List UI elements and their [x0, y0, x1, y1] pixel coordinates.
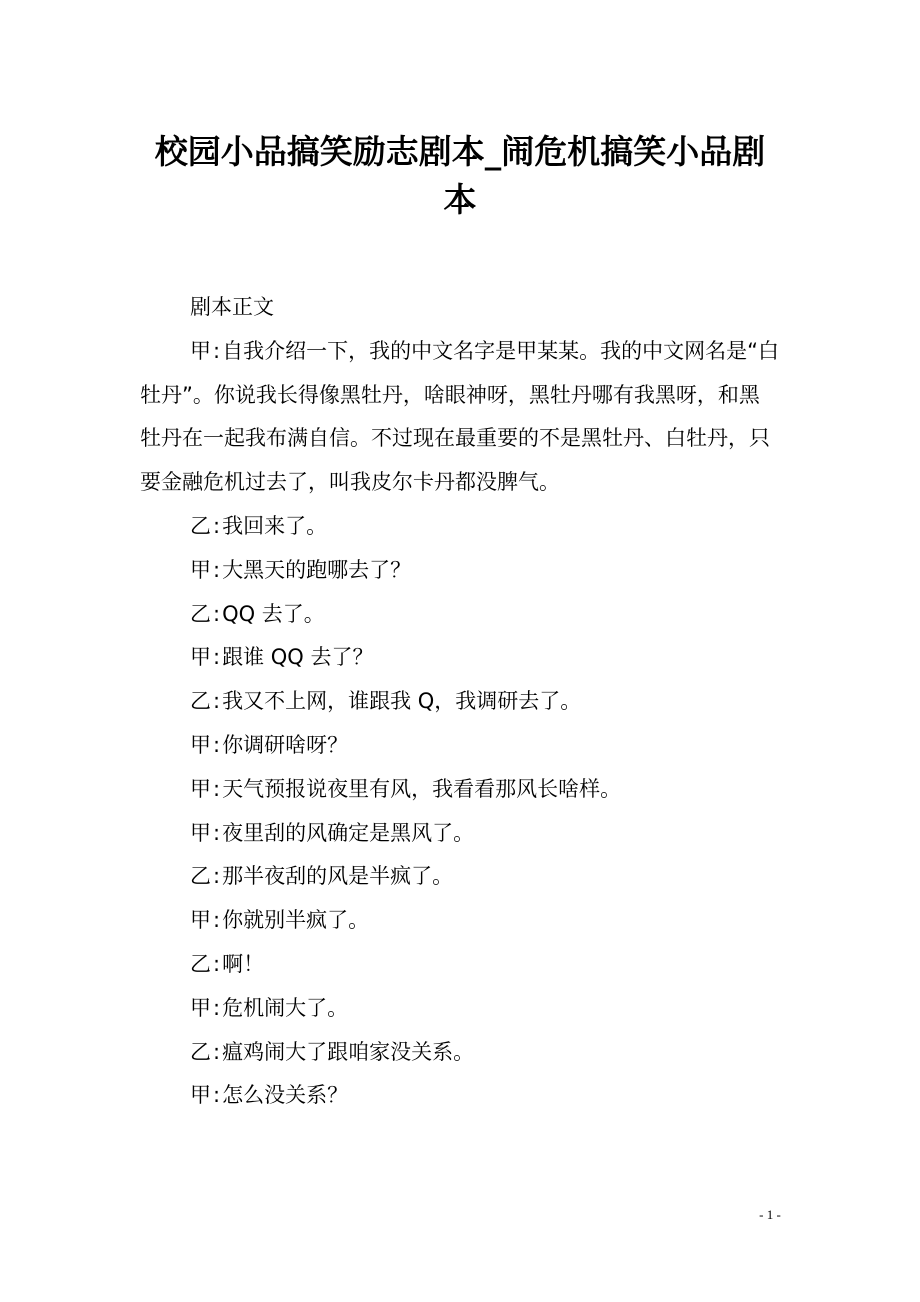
speaker-separator: :	[213, 645, 221, 670]
speaker-separator: :	[213, 601, 221, 626]
speaker-label: 乙	[190, 513, 211, 538]
speaker-separator: :	[213, 732, 221, 757]
document-title: 校园小品搞笑励志剧本_闹危机搞笑小品剧本	[154, 132, 766, 219]
dialogue-text: 我回来了。	[222, 513, 328, 538]
dialogue-line	[140, 1074, 780, 1118]
dialogue-line	[140, 812, 780, 856]
section-heading: 剧本正文	[190, 295, 274, 319]
dialogue-line	[140, 1031, 780, 1075]
speaker-separator: :	[213, 776, 221, 801]
dialogue-text: 天气预报说夜里有风，我看看那风长啥样。	[222, 776, 622, 801]
dialogue-text: 大黑天的跑哪去了？	[222, 557, 412, 582]
speaker-label: 甲	[190, 557, 211, 582]
dialogue-text: 自我介绍一下，我的中文名字是甲某某。我的中文网名是“白牡丹”。你说我长得像黑牡丹，啥眼神呀，黑牡丹哪有我黑呀，和黑牡丹在一起我布满自信。不过现在最重要的不是黑牡丹、白牡丹，只要金融危机过去了，叫我皮尔卡丹都没脾气。	[140, 338, 779, 495]
dialogue-line	[140, 768, 780, 812]
speaker-label: 乙	[190, 601, 211, 626]
speaker-label: 甲	[190, 820, 211, 845]
dialogue-text: 你就别半疯了。	[222, 908, 370, 933]
speaker-label: 甲	[190, 776, 211, 801]
speaker-label: 乙	[190, 951, 211, 976]
speaker-separator: :	[213, 1039, 221, 1064]
speaker-label: 甲	[190, 645, 211, 670]
speaker-separator: :	[213, 820, 221, 845]
dialogue-text: 夜里刮的风确定是黑风了。	[222, 820, 475, 845]
dialogue-text: QQ 去了。	[222, 601, 325, 626]
dialogue-text: 危机闹大了。	[222, 995, 349, 1020]
speaker-separator: :	[213, 689, 221, 714]
dialogue-line	[140, 549, 780, 593]
speaker-separator: :	[213, 864, 221, 889]
speaker-separator: :	[213, 908, 221, 933]
dialogue-text: 那半夜刮的风是半疯了。	[222, 864, 454, 889]
document-body	[140, 286, 780, 1118]
dialogue-line	[140, 943, 780, 987]
dialogue-line	[140, 680, 780, 724]
speaker-separator: :	[213, 513, 221, 538]
speaker-label: 乙	[190, 1039, 211, 1064]
speaker-separator: :	[213, 995, 221, 1020]
dialogue-text: 啊！	[222, 951, 265, 976]
dialogue-line	[140, 724, 780, 768]
dialogue-line	[140, 987, 780, 1031]
dialogue-line	[140, 593, 780, 637]
speaker-separator: :	[213, 338, 221, 363]
dialogue-line	[140, 855, 780, 899]
speaker-label: 甲	[190, 908, 211, 933]
dialogue-text: 我又不上网，谁跟我 Q，我调研去了。	[222, 689, 582, 714]
page-number: - 1 -	[759, 1207, 781, 1222]
dialogue-line	[140, 330, 780, 505]
speaker-label: 甲	[190, 995, 211, 1020]
speaker-label: 乙	[190, 864, 211, 889]
speaker-separator: :	[213, 557, 221, 582]
speaker-label: 甲	[190, 1083, 211, 1108]
speaker-label: 甲	[190, 732, 211, 757]
speaker-label: 甲	[190, 338, 211, 363]
speaker-label: 乙	[190, 689, 211, 714]
dialogue-text: 瘟鸡闹大了跟咱家没关系。	[222, 1039, 475, 1064]
dialogue-list	[140, 330, 780, 1118]
dialogue-text: 你调研啥呀？	[222, 732, 349, 757]
speaker-separator: :	[213, 951, 221, 976]
speaker-separator: :	[213, 1083, 221, 1108]
dialogue-line	[140, 899, 780, 943]
dialogue-line	[140, 636, 780, 680]
dialogue-text: 跟谁 QQ 去了？	[222, 645, 374, 670]
dialogue-line	[140, 505, 780, 549]
dialogue-text: 怎么没关系？	[222, 1083, 349, 1108]
